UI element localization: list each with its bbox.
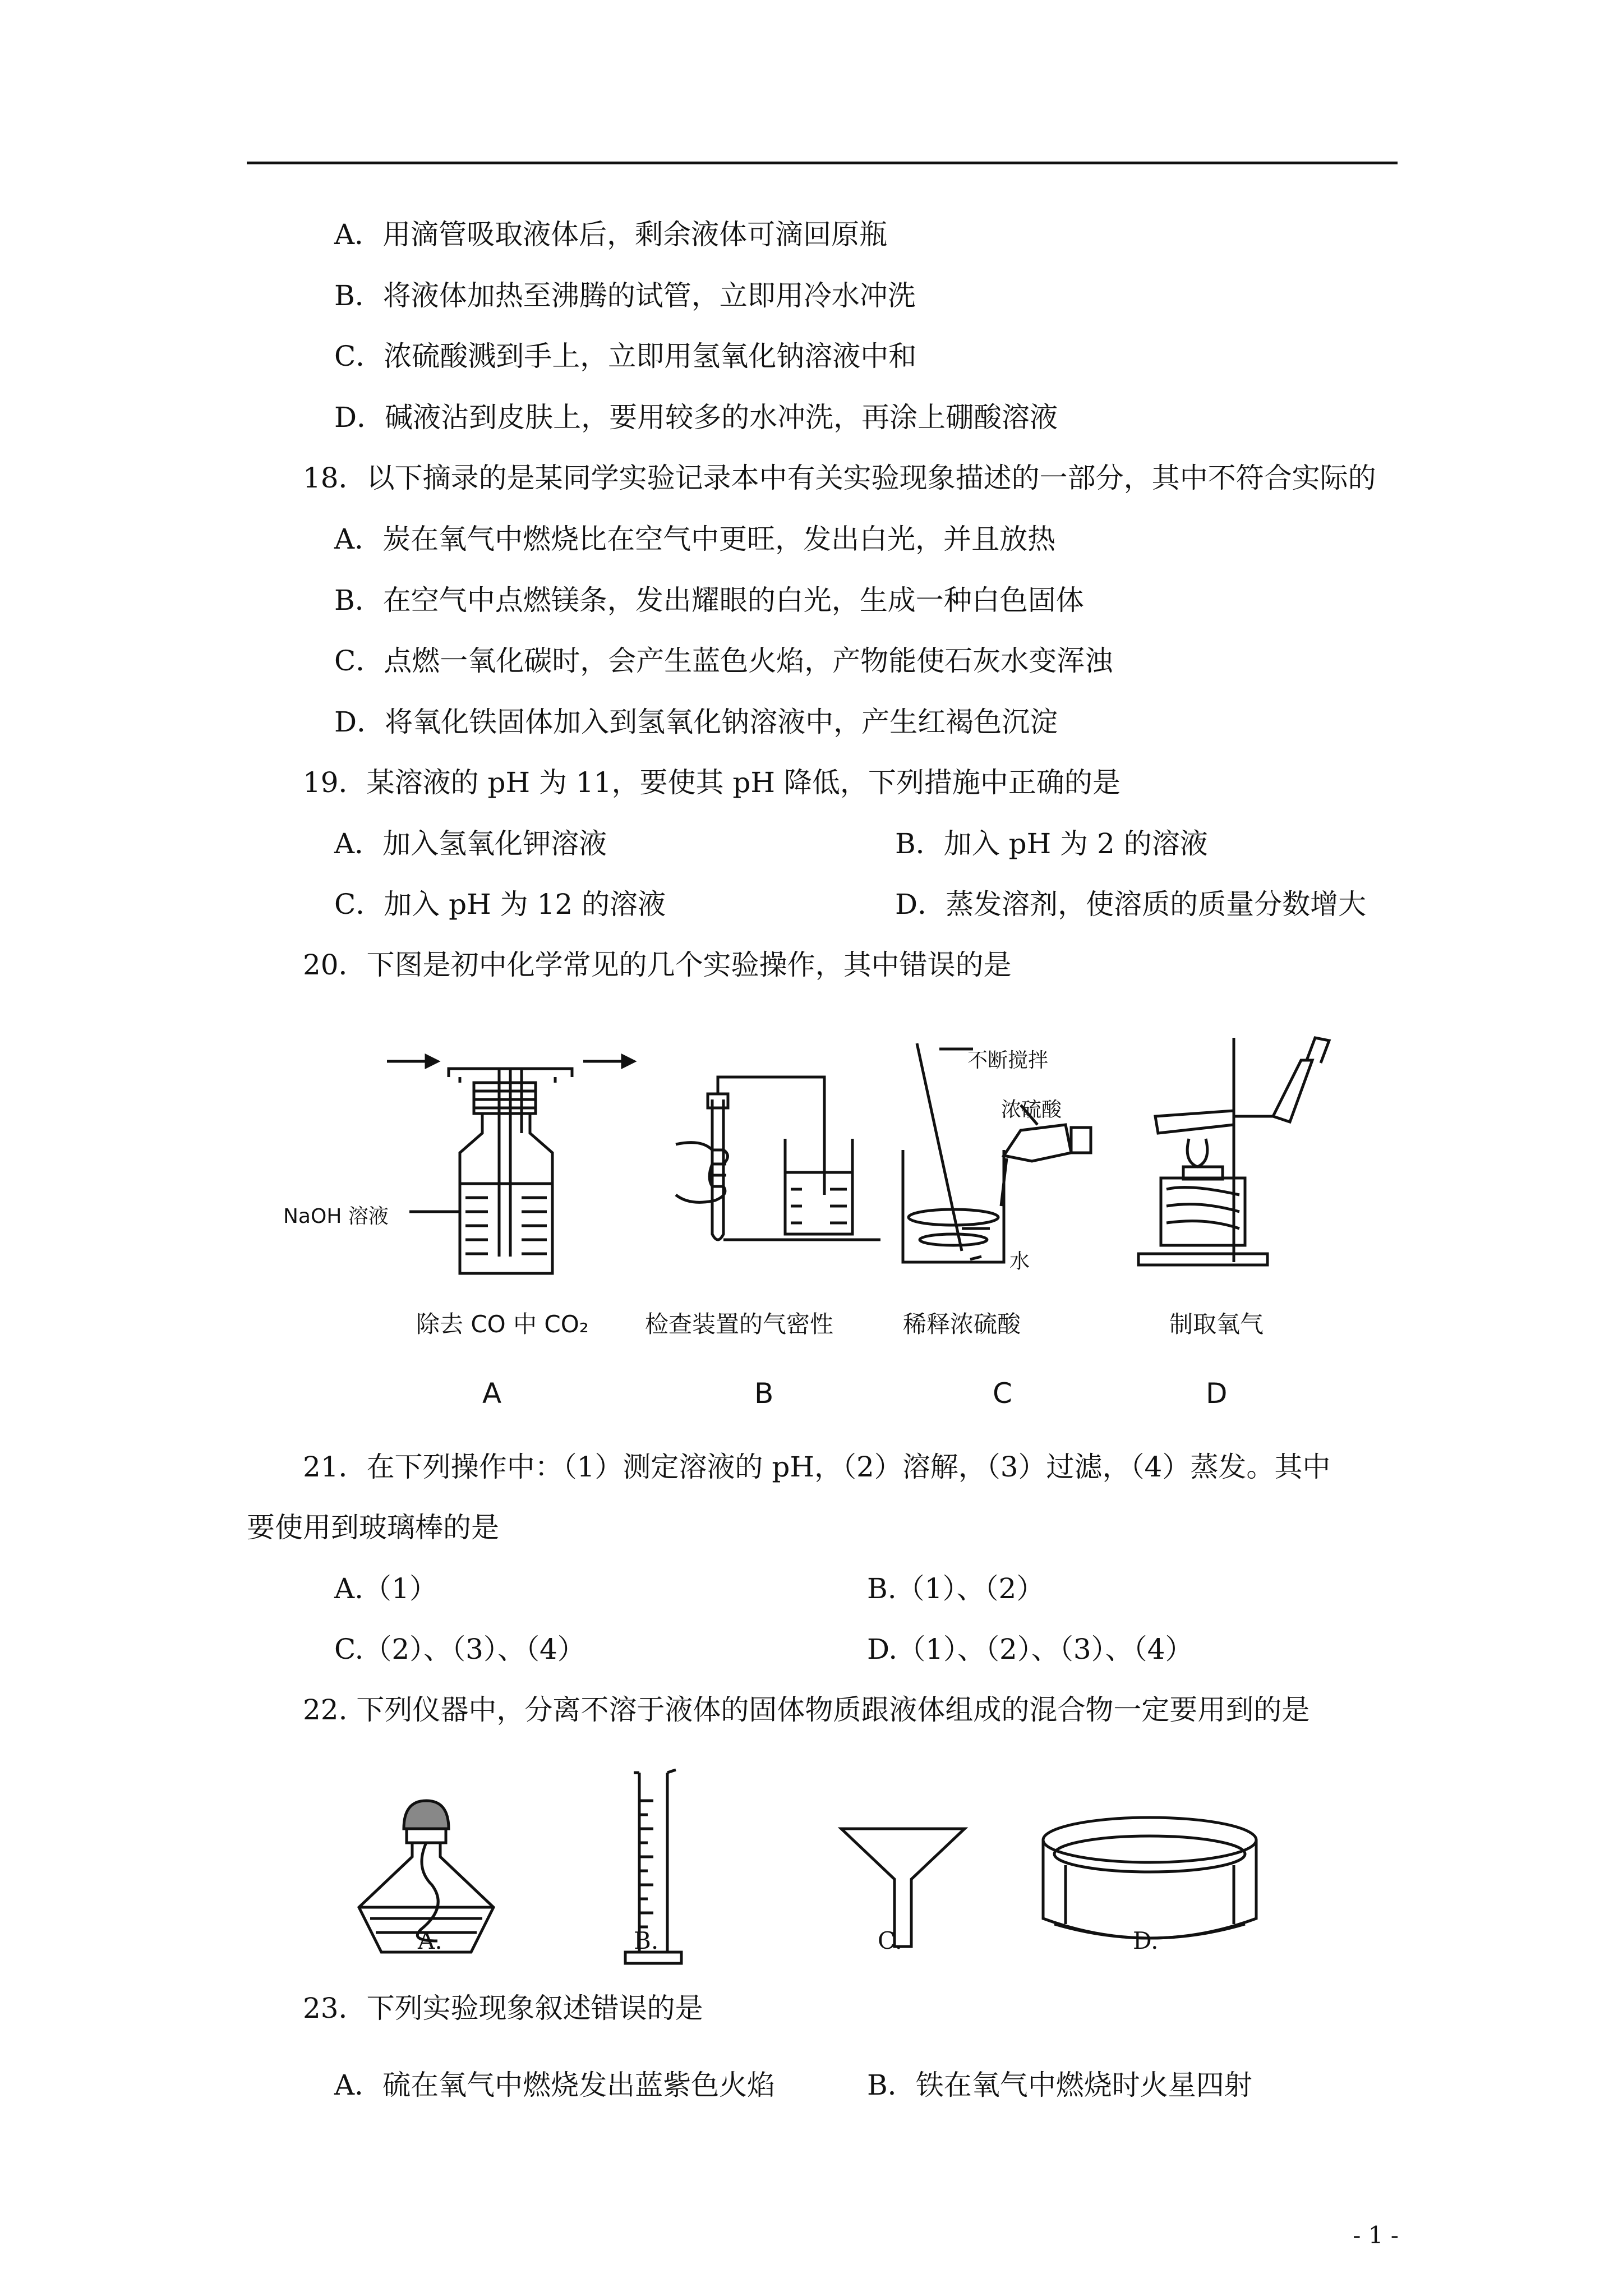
caption-b: 检查装置的气密性 [645,1310,834,1338]
naoh-solution-label: NaOH 溶液 [283,1205,389,1228]
q22-label-a: A. [418,1927,442,1954]
caption-a: 除去 CO 中 CO₂ [416,1310,589,1338]
q17-option-d: D．碱液沾到皮肤上，要用较多的水冲洗，再涂上硼酸溶液 [334,401,1058,434]
q21-stem-line2: 要使用到玻璃棒的是 [247,1511,499,1544]
q21-option-c: C.（2）、（3）、（4） [334,1633,585,1665]
q19-option-c: C．加入 pH 为 12 的溶液 [334,888,666,921]
q21-stem-line1: 21．在下列操作中：（1）测定溶液的 pH，（2）溶解，（3）过滤，（4）蒸发。其中 [303,1451,1331,1483]
q22-label-c: C. [878,1927,902,1954]
q17-option-b: B．将液体加热至沸腾的试管，立即用冷水冲洗 [334,279,916,312]
funnel-figure [836,1818,970,1952]
q22-label-d: D. [1133,1927,1159,1954]
q23-stem: 23．下列实验现象叙述错误的是 [303,1992,703,2024]
q18-option-d: D．将氧化铁固体加入到氢氧化钠溶液中，产生红褐色沉淀 [334,706,1058,738]
q23-option-a: A．硫在氧气中燃烧发出蓝紫色火焰 [334,2069,776,2101]
q23-option-b: B．铁在氧气中燃烧时火星四射 [867,2069,1252,2101]
caption-c: 稀释浓硫酸 [903,1310,1021,1338]
q17-option-a: A．用滴管吸取液体后，剩余液体可滴回原瓶 [334,218,888,251]
q22-stem: 22. 下列仪器中，分离不溶于液体的固体物质跟液体组成的混合物一定要用到的是 [303,1694,1310,1726]
q18-option-a: A．炭在氧气中燃烧比在空气中更旺，发出白光，并且放热 [334,523,1056,555]
header-rule [247,162,1398,164]
letter-c: C [993,1377,1012,1410]
letter-d: D [1206,1377,1228,1410]
conc-sulfuric-acid-label: 浓硫酸 [1001,1098,1062,1121]
stir-label: 不断搅拌 [967,1049,1049,1072]
q18-stem: 18．以下摘录的是某同学实验记录本中有关实验现象描述的一部分，其中不符合实际的 [303,462,1376,494]
figure-oxygen-preparation [1122,1027,1357,1273]
q18-option-b: B．在空气中点燃镁条，发出耀眼的白光，生成一种白色固体 [334,584,1084,616]
q18-option-c: C．点燃一氧化碳时，会产生蓝色火焰，产物能使石灰水变浑浊 [334,645,1113,677]
q21-option-b: B.（1）、（2） [867,1572,1045,1605]
q19-stem: 19．某溶液的 pH 为 11，要使其 pH 降低，下列措施中正确的是 [303,766,1121,799]
q19-option-d: D．蒸发溶剂，使溶质的质量分数增大 [895,888,1367,921]
figure-gas-washing-bottle [275,1043,667,1285]
q19-option-a: A．加入氢氧化钾溶液 [334,827,607,860]
q21-option-d: D.（1）、（2）、（3）、（4） [867,1633,1193,1665]
water-label: 水 [1009,1250,1030,1273]
page-number: - 1 - [1353,2221,1399,2249]
q20-stem: 20．下图是初中化学常见的几个实验操作，其中错误的是 [303,949,1012,981]
q19-option-b: B．加入 pH 为 2 的溶液 [895,827,1208,860]
q17-option-c: C．浓硫酸溅到手上，立即用氢氧化钠溶液中和 [334,340,917,372]
letter-a: A [482,1377,502,1410]
q22-label-b: B. [634,1927,659,1954]
caption-d: 制取氧气 [1169,1310,1264,1338]
letter-b: B [754,1377,774,1410]
figure-airtightness-check [667,1066,880,1251]
q21-option-a: A.（1） [334,1572,437,1605]
figure-dilute-sulfuric-acid [886,1038,1099,1273]
